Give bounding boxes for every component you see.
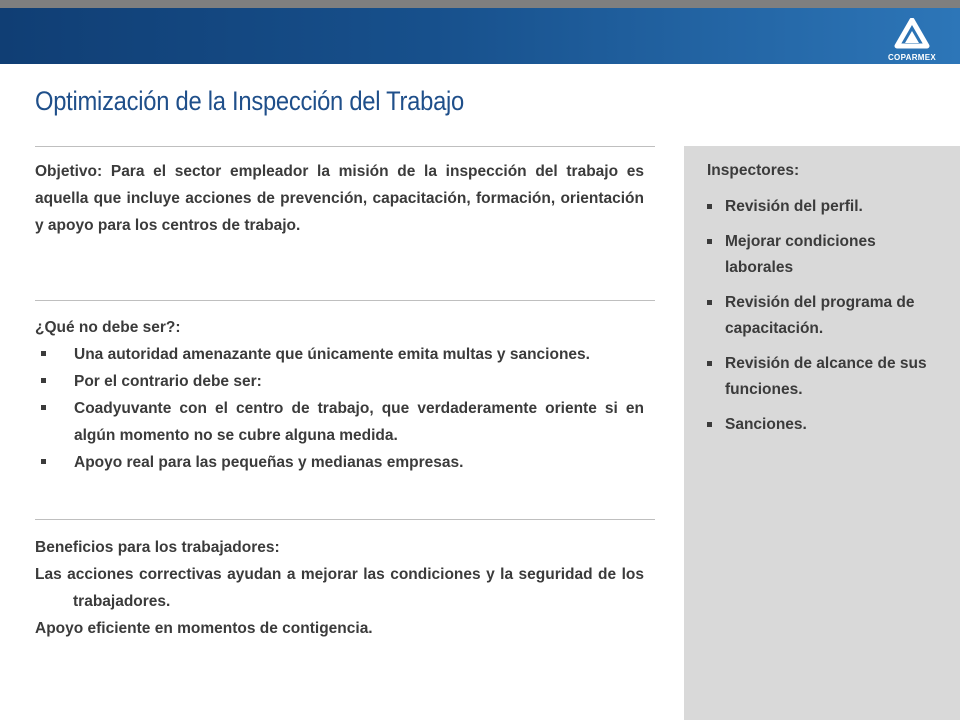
square-bullet-icon bbox=[707, 204, 712, 209]
divider-middle bbox=[35, 300, 655, 301]
benefits-line-1: Las acciones correctivas ayudan a mejorar las condiciones y la seguridad de los trabajadores. bbox=[35, 566, 644, 610]
coparmex-logo bbox=[880, 18, 944, 68]
benefits-line-2: Apoyo eficiente en momentos de contigencia. bbox=[35, 620, 373, 637]
square-bullet-icon bbox=[41, 459, 46, 464]
list-item: Revisión de alcance de sus funciones. bbox=[707, 351, 937, 403]
square-bullet-icon bbox=[707, 239, 712, 244]
divider-bottom bbox=[35, 519, 655, 520]
list-item: Revisión del programa de capacitación. bbox=[707, 290, 937, 342]
benefits-heading: Beneficios para los trabajadores: bbox=[35, 539, 280, 556]
list-item: Mejorar condiciones laborales bbox=[707, 229, 937, 281]
header-banner bbox=[0, 8, 960, 64]
page-title: Optimización de la Inspección del Trabajo bbox=[35, 86, 464, 116]
square-bullet-icon bbox=[41, 351, 46, 356]
coparmex-logo-icon bbox=[892, 18, 932, 52]
divider-top bbox=[35, 146, 655, 147]
square-bullet-icon bbox=[41, 405, 46, 410]
square-bullet-icon bbox=[41, 378, 46, 383]
not-be-section bbox=[35, 314, 644, 476]
benefits-section bbox=[35, 534, 644, 642]
list-item: Apoyo real para las pequeñas y medianas empresas. bbox=[35, 449, 644, 476]
list-item: Revisión del perfil. bbox=[707, 194, 937, 220]
square-bullet-icon bbox=[707, 422, 712, 427]
not-be-list bbox=[35, 341, 644, 476]
inspectors-section bbox=[707, 158, 937, 447]
inspectors-heading: Inspectores: bbox=[707, 162, 800, 179]
top-strip bbox=[0, 0, 960, 8]
objective-text: Objetivo: Para el sector empleador la misión de la inspección del trabajo es aquella que incluye acciones de prevención, capacitación, formación, orientación y apoyo para los centros de trabajo. bbox=[35, 163, 644, 234]
list-item: Por el contrario debe ser: bbox=[35, 368, 644, 395]
objective-section bbox=[35, 158, 644, 239]
list-item: Una autoridad amenazante que únicamente emita multas y sanciones. bbox=[35, 341, 644, 368]
square-bullet-icon bbox=[707, 300, 712, 305]
square-bullet-icon bbox=[707, 361, 712, 366]
not-be-heading: ¿Qué no debe ser?: bbox=[35, 319, 181, 336]
logo-text: COPARMEX bbox=[887, 53, 937, 62]
list-item: Coadyuvante con el centro de trabajo, que verdaderamente oriente si en algún momento no se cubre alguna medida. bbox=[35, 395, 644, 449]
inspectors-list bbox=[707, 194, 937, 438]
list-item: Sanciones. bbox=[707, 412, 937, 438]
